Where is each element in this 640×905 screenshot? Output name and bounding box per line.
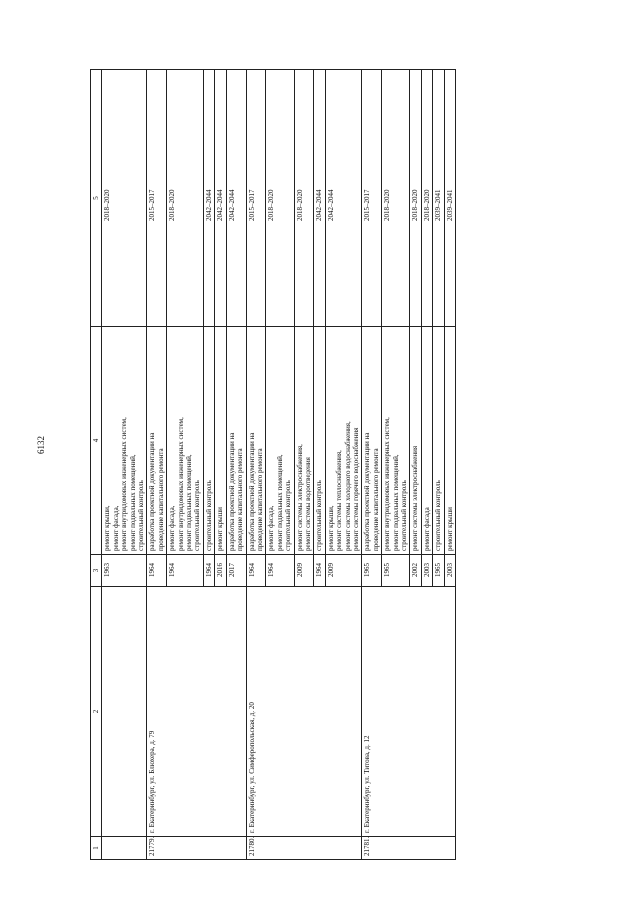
works-cell bbox=[226, 327, 246, 555]
work-item: ремонт системы холодного водоснабжения, bbox=[343, 421, 352, 551]
period-cell: 2015–2017 bbox=[246, 70, 266, 327]
year-cell: 1964 bbox=[203, 555, 214, 587]
year-cell: 2016 bbox=[215, 555, 226, 587]
year-cell: 1964 bbox=[314, 555, 325, 587]
work-item: ремонт фасада, bbox=[168, 505, 177, 551]
period-cell: 2018–2020 bbox=[410, 70, 421, 327]
works-cell bbox=[167, 327, 204, 555]
works-cell bbox=[314, 327, 325, 555]
works-cell bbox=[147, 327, 167, 555]
work-item: разработка проектной документации на bbox=[148, 432, 157, 551]
work-item: ремонт системы теплоснабжения, bbox=[335, 450, 344, 551]
year-cell: 1964 bbox=[147, 555, 167, 587]
works-cell bbox=[215, 327, 226, 555]
year-cell: 2009 bbox=[325, 555, 362, 587]
work-item: ремонт фасада, bbox=[267, 505, 276, 551]
period-cell: 2042–2044 bbox=[314, 70, 325, 327]
record-number: 21780. bbox=[246, 837, 362, 860]
period-cell: 2018–2020 bbox=[102, 70, 147, 327]
work-item: ремонт подвальных помещений, bbox=[128, 454, 137, 551]
header-cell: 2 bbox=[91, 587, 102, 837]
building-address: г. Екатеринбург, ул. Титова, д. 12 bbox=[362, 587, 456, 837]
period-cell: 2039–2041 bbox=[433, 70, 444, 327]
period-cell: 2018–2020 bbox=[382, 70, 410, 327]
works-cell bbox=[410, 327, 421, 555]
works-cell bbox=[382, 327, 410, 555]
work-item: разработка проектной документации на bbox=[227, 432, 236, 551]
year-cell: 2003 bbox=[421, 555, 432, 587]
work-item: ремонт крыши bbox=[216, 507, 225, 551]
period-cell: 2042–2044 bbox=[203, 70, 214, 327]
work-item: разработка проектной документации на bbox=[363, 432, 372, 551]
period-cell: 2042–2044 bbox=[215, 70, 226, 327]
work-item: ремонт внутридомовых инженерных систем, bbox=[383, 417, 392, 551]
year-cell: 1964 bbox=[266, 555, 294, 587]
building-address: г. Екатеринбург, ул. Блюхера, д. 79 bbox=[147, 587, 246, 837]
repair-schedule-table bbox=[90, 69, 456, 860]
work-item: ремонт крыши, bbox=[326, 505, 335, 551]
works-cell bbox=[444, 327, 455, 555]
work-item: ремонт подвальных помещений, bbox=[185, 454, 194, 551]
works-cell bbox=[294, 327, 314, 555]
year-cell: 1965 bbox=[382, 555, 410, 587]
table-row bbox=[147, 70, 167, 860]
header-cell: 3 bbox=[91, 555, 102, 587]
period-cell: 2018–2020 bbox=[167, 70, 204, 327]
record-number bbox=[102, 837, 147, 860]
building-address: г. Екатеринбург, ул. Симферопольская, д. 20 bbox=[246, 587, 362, 837]
table-row bbox=[362, 70, 382, 860]
work-item: ремонт внутридомовых инженерных систем, bbox=[176, 417, 185, 551]
year-cell: 2002 bbox=[410, 555, 421, 587]
rotated-page bbox=[90, 70, 550, 860]
work-item: строительный контроль bbox=[315, 480, 324, 551]
year-cell: 1964 bbox=[246, 555, 266, 587]
period-cell: 2018–2020 bbox=[266, 70, 294, 327]
header-cell: 1 bbox=[91, 837, 102, 860]
work-item: строительный контроль bbox=[400, 480, 408, 551]
works-cell bbox=[362, 327, 382, 555]
period-cell: 2018–2020 bbox=[294, 70, 314, 327]
table-row bbox=[246, 70, 266, 860]
work-item: ремонт системы электроснабжения, bbox=[295, 444, 304, 551]
year-cell: 2017 bbox=[226, 555, 246, 587]
work-item: ремонт системы водоотведения bbox=[303, 457, 312, 551]
work-item: ремонт фасада, bbox=[111, 505, 120, 551]
period-cell: 2039–2041 bbox=[444, 70, 455, 327]
works-cell bbox=[246, 327, 266, 555]
works-cell bbox=[421, 327, 432, 555]
work-item: ремонт системы электроснабжения bbox=[411, 445, 420, 551]
work-item: ремонт крыши, bbox=[103, 505, 112, 551]
work-item: разработка проектной документации на bbox=[247, 432, 256, 551]
works-cell bbox=[433, 327, 444, 555]
page-number: 6132 bbox=[36, 436, 46, 454]
table-body bbox=[102, 70, 456, 860]
work-item: ремонт подвальных помещений, bbox=[275, 454, 284, 551]
work-item: ремонт внутридомовых инженерных систем, bbox=[120, 417, 129, 551]
period-cell: 2018–2020 bbox=[421, 70, 432, 327]
record-number: 21779. bbox=[147, 837, 246, 860]
year-cell: 2003 bbox=[444, 555, 455, 587]
year-cell: 1965 bbox=[362, 555, 382, 587]
work-item: ремонт крыши bbox=[445, 507, 454, 551]
work-item: строительный контроль bbox=[193, 480, 202, 551]
record-number: 21781. bbox=[362, 837, 456, 860]
year-cell: 1965 bbox=[433, 555, 444, 587]
work-item: ремонт фасада bbox=[422, 507, 431, 551]
period-cell: 2042–2044 bbox=[325, 70, 362, 327]
work-item: строительный контроль bbox=[137, 480, 146, 551]
header-cell: 5 bbox=[91, 70, 102, 327]
year-cell: 1963 bbox=[102, 555, 147, 587]
works-cell bbox=[203, 327, 214, 555]
year-cell: 2009 bbox=[294, 555, 314, 587]
work-item: проведение капитального ремонта bbox=[236, 448, 245, 551]
work-item: строительный контроль bbox=[434, 480, 443, 551]
period-cell: 2015–2017 bbox=[147, 70, 167, 327]
building-address bbox=[102, 587, 147, 837]
work-item: строительный контроль bbox=[284, 480, 293, 551]
header-cell: 4 bbox=[91, 327, 102, 555]
period-cell: 2042–2044 bbox=[226, 70, 246, 327]
header-row bbox=[91, 70, 102, 860]
work-item: ремонт подвальных помещений, bbox=[391, 454, 400, 551]
year-cell: 1964 bbox=[167, 555, 204, 587]
works-cell bbox=[325, 327, 362, 555]
works-cell bbox=[102, 327, 147, 555]
works-cell bbox=[266, 327, 294, 555]
work-item: проведение капитального ремонта bbox=[156, 448, 165, 551]
table-row bbox=[102, 70, 147, 860]
work-item: проведение капитального ремонта bbox=[371, 448, 380, 551]
work-item: ремонт системы горячего водоснабжения bbox=[351, 427, 360, 551]
period-cell: 2015–2017 bbox=[362, 70, 382, 327]
work-item: проведение капитального ремонта bbox=[255, 448, 264, 551]
work-item: строительный контроль bbox=[204, 480, 213, 551]
